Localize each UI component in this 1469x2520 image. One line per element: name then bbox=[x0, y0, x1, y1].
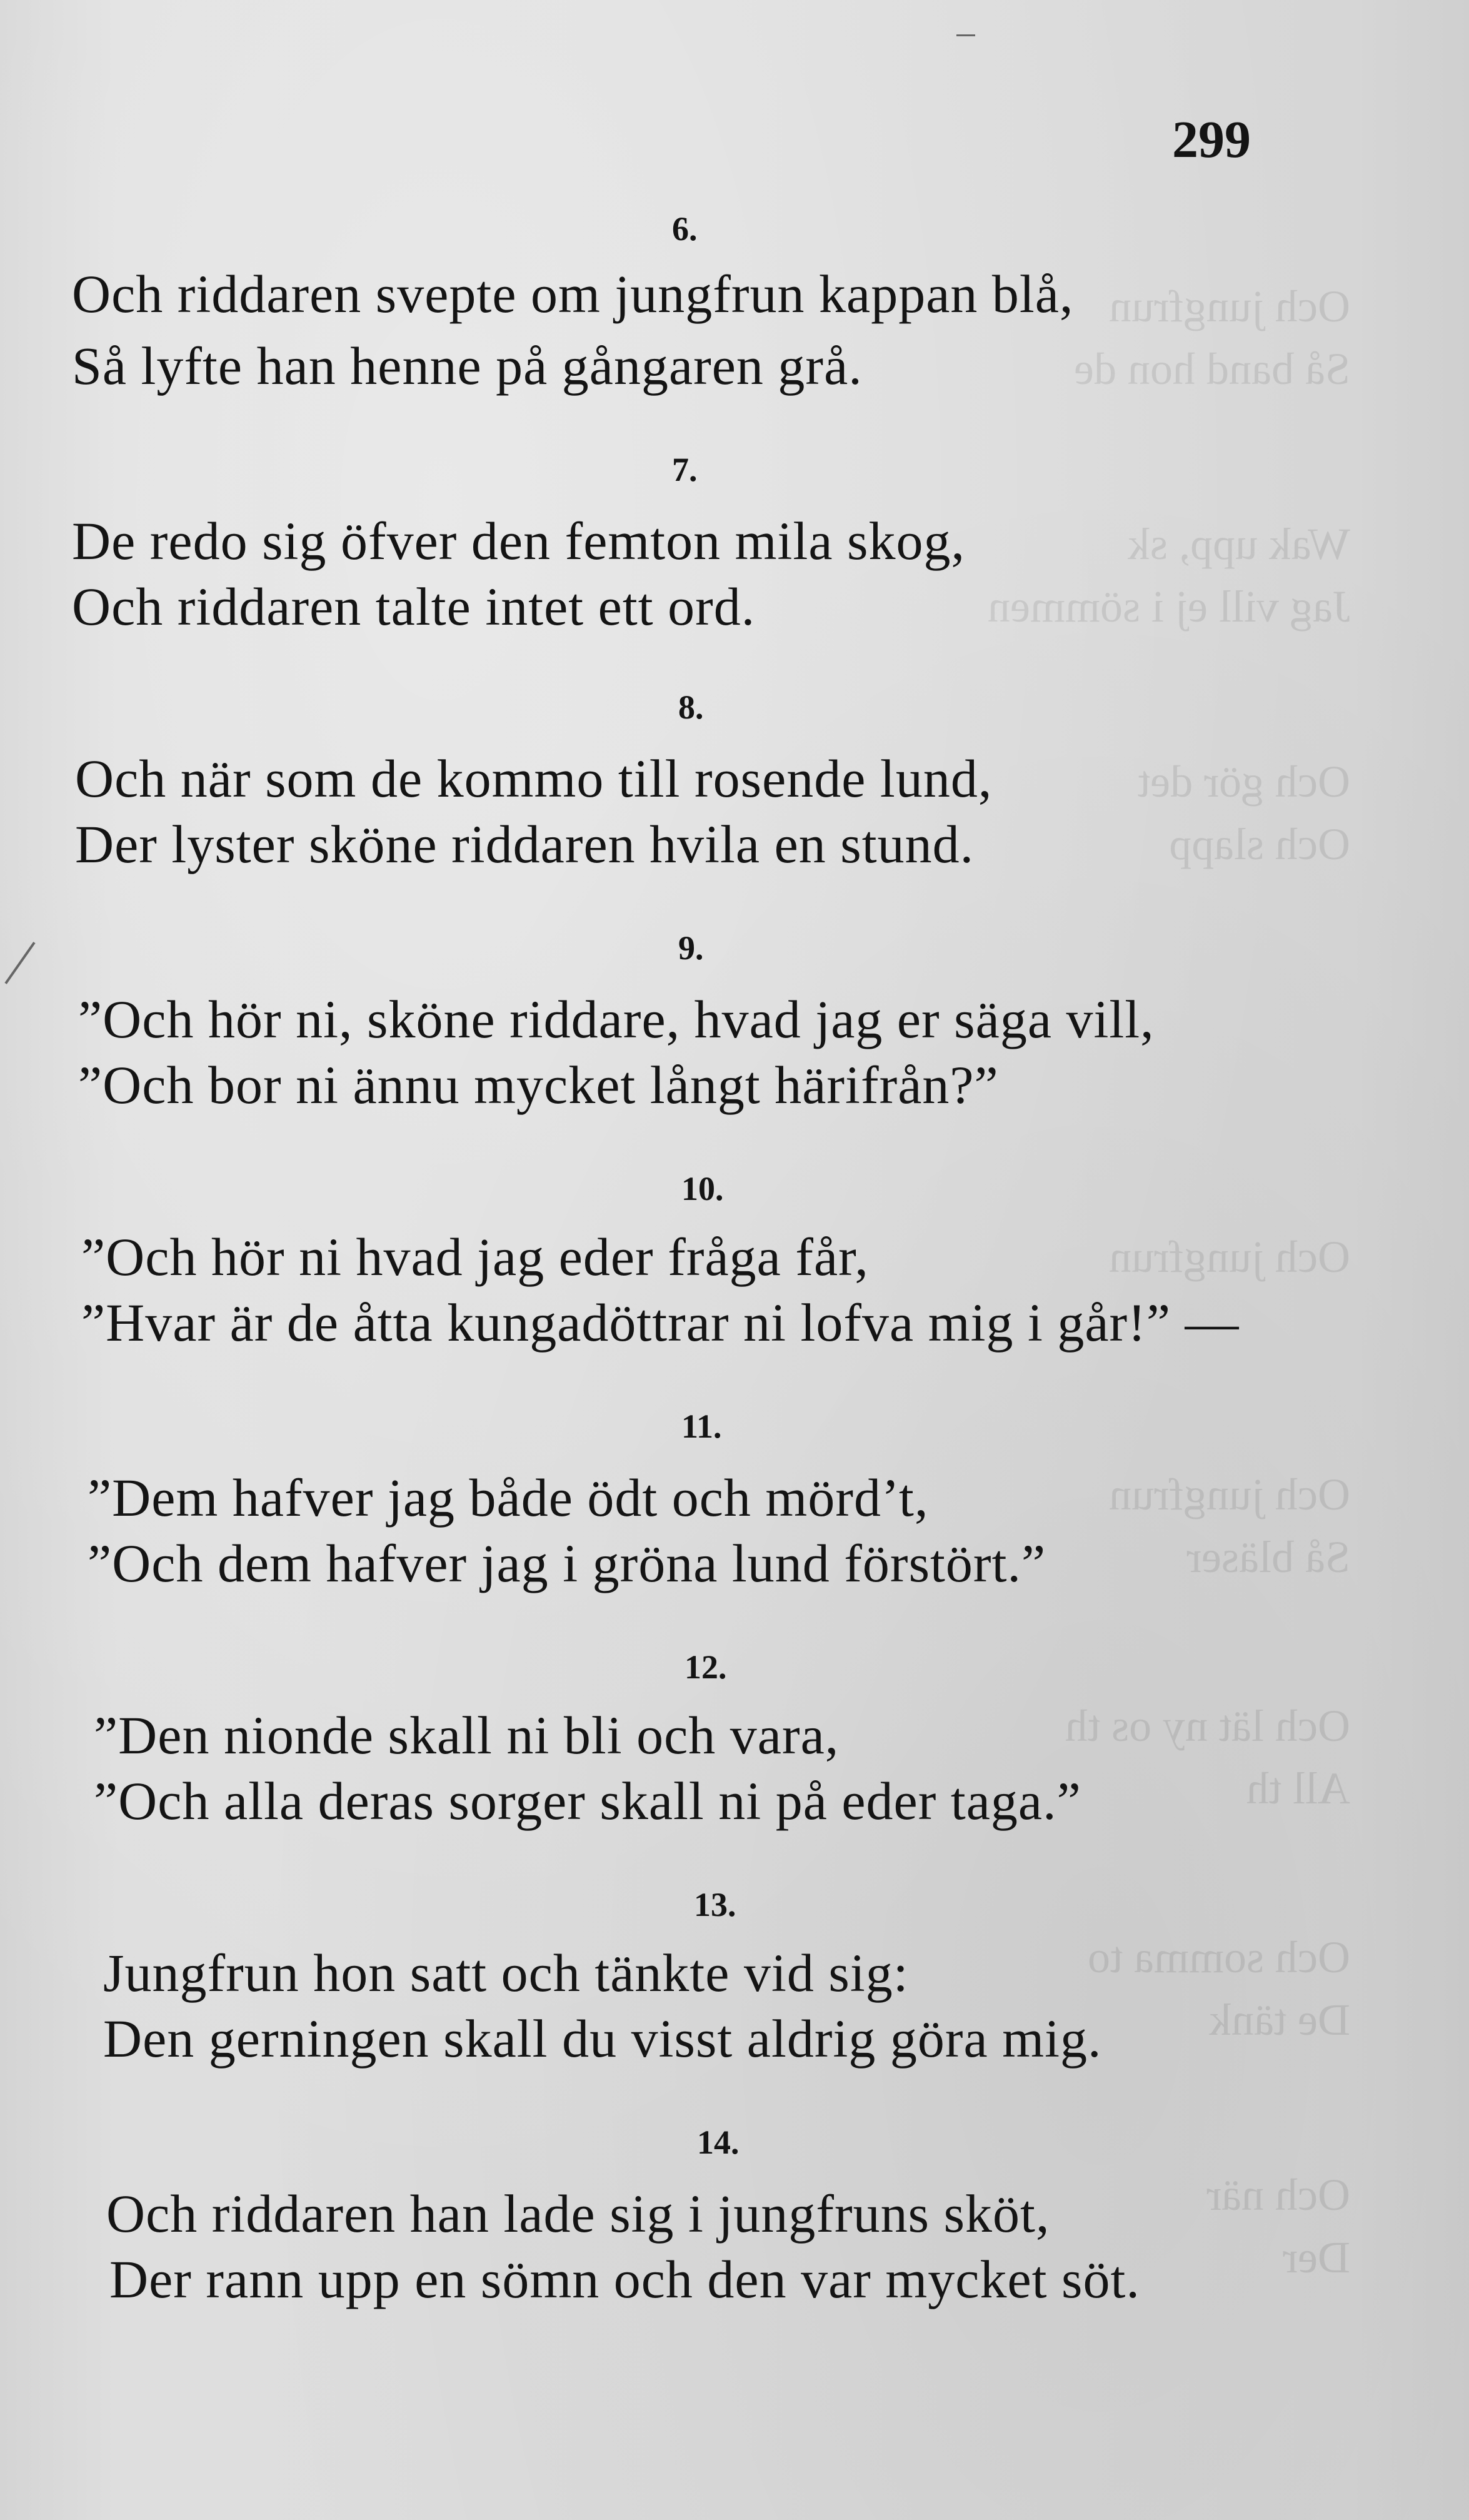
verse-line: ”Den nionde skall ni bli och vara, bbox=[94, 1705, 840, 1765]
verse-line: Jungfrun hon satt och tänkte vid sig: bbox=[103, 1943, 909, 2003]
bleed-through-text: De tänk bbox=[1209, 1995, 1350, 2045]
verse-line: Der lyster sköne riddaren hvila en stund. bbox=[75, 814, 975, 874]
stanza-number: 6. bbox=[672, 210, 698, 248]
bleed-through-text: Och lät ny os th bbox=[1065, 1701, 1350, 1751]
stray-mark bbox=[4, 942, 35, 984]
verse-line: De redo sig öfver den femton mila skog, bbox=[72, 511, 965, 571]
verse-line: Och när som de kommo till rosende lund, bbox=[75, 748, 993, 809]
verse-line: Der rann upp en sömn och den var mycket söt. bbox=[109, 2249, 1140, 2309]
bleed-through-text: Och jungfrun bbox=[1109, 1232, 1350, 1282]
page-number: 299 bbox=[1172, 111, 1251, 169]
bleed-through-text: Der bbox=[1283, 2232, 1350, 2282]
stanza-number: 11. bbox=[681, 1408, 722, 1445]
verse-line: ”Hvar är de åtta kungadöttrar ni lofva mig i går!” — bbox=[81, 1293, 1240, 1353]
bleed-through-text: Och somma to bbox=[1088, 1932, 1350, 1982]
stanza-number: 10. bbox=[681, 1170, 724, 1207]
stanza-number: 8. bbox=[678, 688, 704, 726]
stanza-number: 9. bbox=[678, 929, 704, 967]
bleed-through-text: Och när bbox=[1206, 2170, 1350, 2220]
verse-line: Och riddaren svepte om jungfrun kappan blå, bbox=[72, 264, 1074, 324]
verse-line: Och riddaren talte intet ett ord. bbox=[72, 577, 756, 637]
bleed-through-text: Och slapp bbox=[1169, 819, 1350, 869]
verse-line: ”Och dem hafver jag i gröna lund förstört.” bbox=[88, 1533, 1046, 1593]
stanza-number: 14. bbox=[697, 2124, 740, 2161]
bleed-through-text: All th bbox=[1246, 1763, 1350, 1813]
verse-line: ”Dem hafver jag både ödt och mörd’t, bbox=[88, 1468, 929, 1528]
verse-line: Så lyfte han henne på gångaren grå. bbox=[72, 336, 863, 396]
verse-line: Den gerningen skall du visst aldrig göra mig. bbox=[103, 2008, 1102, 2069]
bleed-through-text: Och gör det bbox=[1138, 757, 1350, 807]
verse-line: ”Och bor ni ännu mycket långt härifrån?” bbox=[78, 1055, 999, 1115]
verse-line: ”Och hör ni, sköne riddare, hvad jag er säga vill, bbox=[78, 989, 1155, 1049]
bleed-through-text: Och jungfrun bbox=[1109, 281, 1350, 331]
bleed-through-text: Jag vill ej i sömmen bbox=[988, 582, 1350, 632]
bleed-through-text: Så bläser bbox=[1186, 1532, 1350, 1582]
verse-line: ”Och hör ni hvad jag eder fråga får, bbox=[81, 1227, 869, 1287]
bleed-through-text: Wak upp, sk bbox=[1127, 519, 1350, 569]
stanza-number: 7. bbox=[672, 451, 698, 488]
stanza-number: 13. bbox=[694, 1886, 736, 1923]
stanza-number: 12. bbox=[684, 1648, 727, 1686]
verse-line: Och riddaren han lade sig i jungfruns sköt, bbox=[106, 2184, 1050, 2244]
bleed-through-text: Och jungfrun bbox=[1109, 1469, 1350, 1520]
verse-line: ”Och alla deras sorger skall ni på eder taga.” bbox=[94, 1771, 1081, 1831]
bleed-through-text: Så band hon de bbox=[1074, 344, 1350, 394]
stray-mark bbox=[956, 34, 975, 36]
